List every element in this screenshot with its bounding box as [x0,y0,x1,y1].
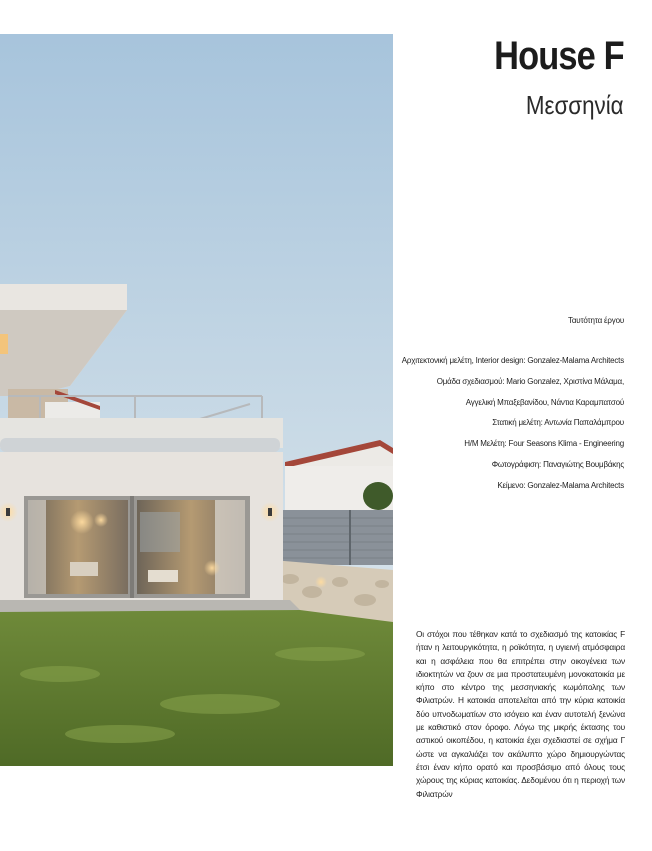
article-title: House F [494,34,624,78]
credit-line: Στατική μελέτη: Αντωνία Παπαλάμπρου [492,418,624,428]
article-body: Οι στόχοι που τέθηκαν κατά το σχεδιασμό της κατοικίας F ήταν η λειτουργικότητα, η ροϊκότητα, η υγιεινή ατμόσφαιρα και η ασφάλεια που θα επιτρέπει στην οικογένεια των ιδιοκτητών να ζουν σε μια προστατευμένη μονοκατοικία με κήπο στο κέντρο της μεσσηνιακής κωμόπολης των Φιλιατρών. Η κατοικία αποτελείται από την κύρια κατοικία δύο υπνοδωματίων στο ισόγειο και έναν αυτοτελή ξενώνα με καθιστικό στον όροφο. Λόγω της μικρής έκτασης του αστικού οικοπέδου, η κατοικία έχει σχεδιαστεί σε σχήμα Γ ώστε να αγκαλιάζει τον ακάλυπτο χώρο δημιουργώντας έτσι έναν κήπο ορατό και προσβάσιμο από όλους τους χώρους της κύριας κατοικίας. Δεδομένου ότι η περιοχή των Φιλιατρών [416,629,625,799]
article-location: Μεσσηνία [526,90,624,120]
credit-line: Ομάδα σχεδιασμού: Mario Gonzalez, Χριστίνα Μάλαμα, [436,376,624,386]
credit-line: Φωτογράφιση: Παναγιώτης Βουμβάκης [491,459,624,469]
house-exterior-photo [0,34,393,766]
credits-heading: Ταυτότητα έργου [568,316,624,325]
credit-line: Η/Μ Μελέτη: Four Seasons Klima - Engineering [464,439,624,449]
credit-line: Αρχιτεκτονική μελέτη, Interior design: Gonzalez-Malama Architects [401,356,624,365]
credit-line: Κείμενο: Gonzalez-Malama Architects [497,480,624,490]
credit-line: Αγγελική Μπαξεβανίδου, Νάντια Καραμπατσού [465,397,624,407]
project-credits [364,316,624,501]
